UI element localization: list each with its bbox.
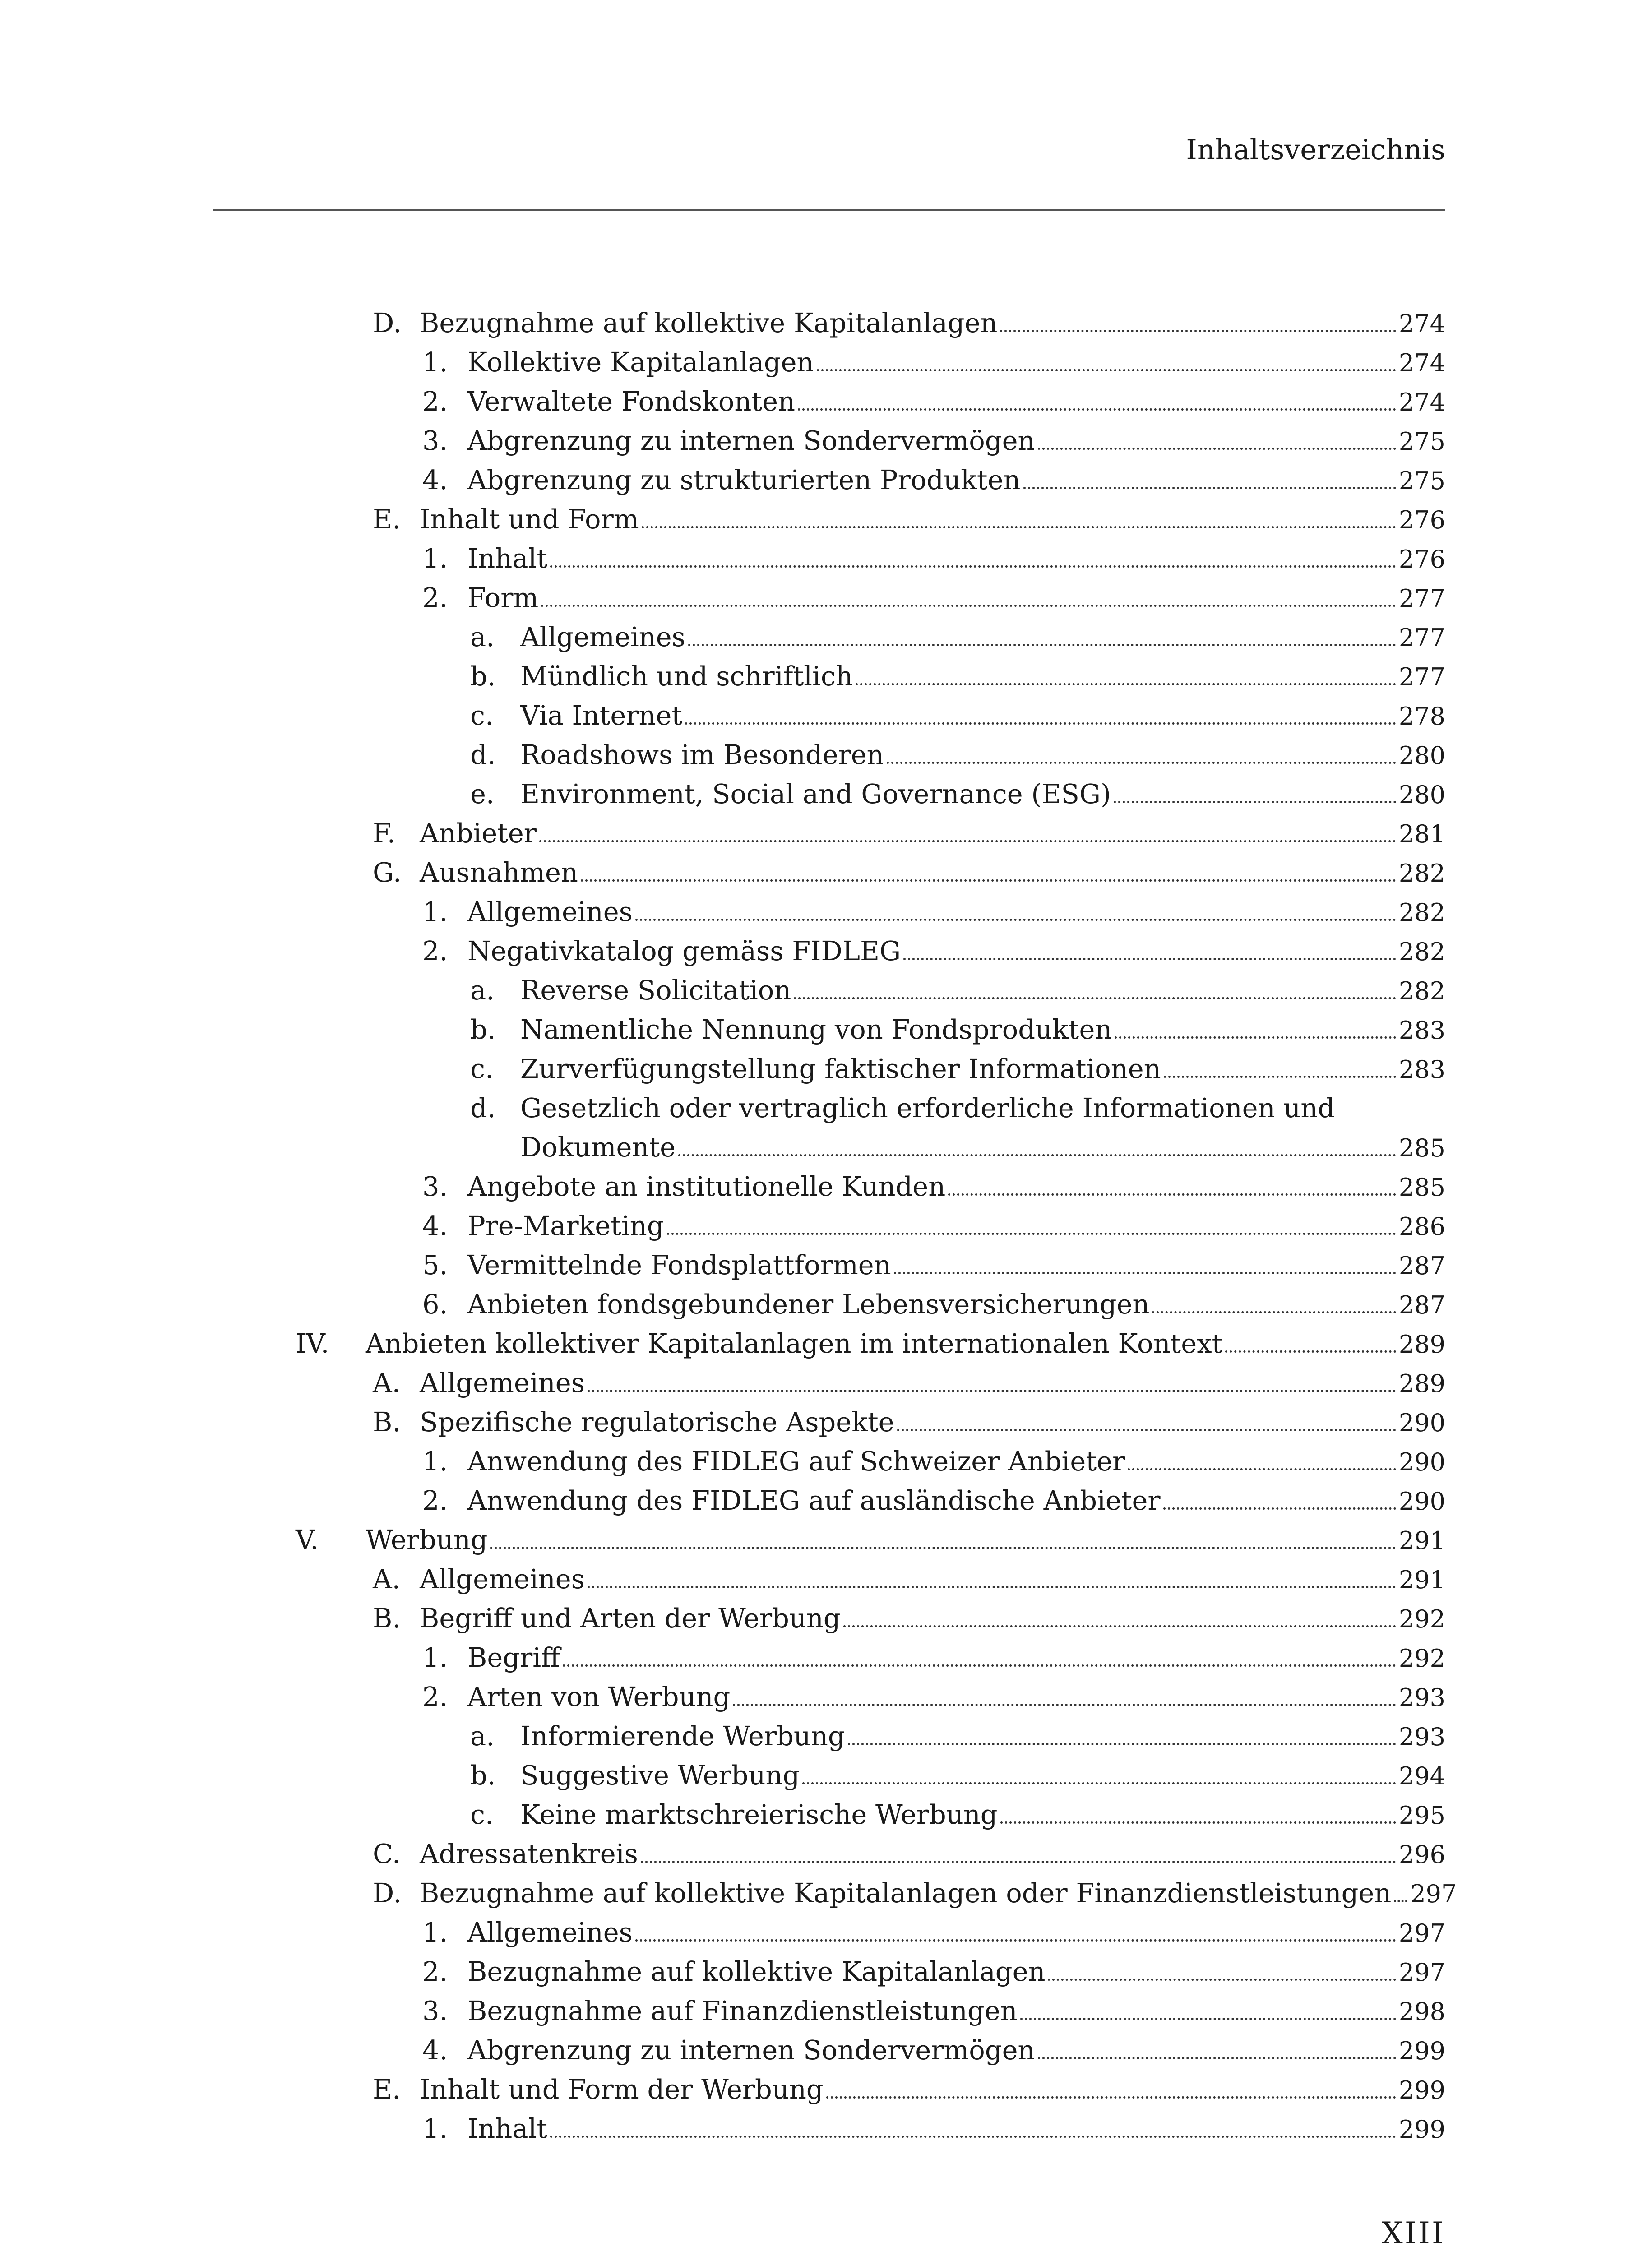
dot-leader bbox=[887, 762, 1396, 764]
toc-entry[interactable] bbox=[0, 1481, 1652, 1520]
toc-entry-page: 275 bbox=[1398, 467, 1445, 495]
dot-leader bbox=[798, 408, 1396, 411]
toc-entry[interactable] bbox=[0, 2070, 1652, 2109]
toc-entry[interactable] bbox=[0, 735, 1652, 774]
toc-entry-number: E. bbox=[373, 2074, 401, 2105]
toc-entry-page: 280 bbox=[1398, 741, 1445, 770]
toc-entry-title: Reverse Solicitation bbox=[520, 975, 791, 1006]
toc-entry-page: 295 bbox=[1398, 1801, 1445, 1830]
toc-entry-number: a. bbox=[470, 1720, 495, 1752]
toc-entry-number: 1. bbox=[422, 1917, 448, 1948]
toc-entry-title: Mündlich und schriftlich bbox=[520, 661, 853, 692]
toc-entry[interactable] bbox=[0, 1716, 1652, 1756]
toc-entry[interactable] bbox=[0, 1873, 1652, 1913]
toc-entry-title: Anwendung des FIDLEG auf Schweizer Anbieter bbox=[467, 1446, 1125, 1477]
toc-entry[interactable] bbox=[0, 1520, 1652, 1559]
toc-entry[interactable] bbox=[0, 1599, 1652, 1638]
toc-entry[interactable] bbox=[0, 1010, 1652, 1049]
toc-entry-title: Bezugnahme auf kollektive Kapitalanlagen oder Finanzdienstleistungen bbox=[420, 1877, 1392, 1909]
toc-entry-page: 299 bbox=[1398, 2076, 1445, 2104]
toc-entry-number: a. bbox=[470, 621, 495, 652]
toc-entry-number: 6. bbox=[422, 1289, 448, 1320]
dot-leader bbox=[948, 1193, 1396, 1196]
header-rule bbox=[213, 209, 1445, 211]
toc-entry-page: 290 bbox=[1398, 1409, 1445, 1437]
toc-entry-title: Allgemeines bbox=[420, 1367, 585, 1398]
toc-entry-page: 285 bbox=[1398, 1173, 1445, 1202]
toc-entry-number: F. bbox=[373, 818, 396, 849]
toc-entry-number: 4. bbox=[422, 2034, 448, 2066]
toc-entry[interactable] bbox=[0, 1285, 1652, 1324]
dot-leader bbox=[1000, 1821, 1396, 1824]
toc-entry-page: 297 bbox=[1398, 1958, 1445, 1987]
dot-leader bbox=[1038, 2057, 1396, 2059]
dot-leader bbox=[685, 722, 1396, 725]
toc-entry[interactable] bbox=[0, 617, 1652, 656]
toc-entry-title: Inhalt bbox=[467, 543, 548, 574]
toc-entry[interactable] bbox=[0, 2030, 1652, 2070]
toc-entry[interactable] bbox=[0, 1167, 1652, 1206]
dot-leader bbox=[588, 1390, 1396, 1392]
toc-entry[interactable] bbox=[0, 2109, 1652, 2148]
dot-leader bbox=[1163, 1507, 1396, 1510]
dot-leader bbox=[897, 1429, 1396, 1431]
dot-leader bbox=[843, 1625, 1396, 1627]
toc-entry-page: 274 bbox=[1398, 310, 1445, 338]
toc-entry-number: 1. bbox=[422, 1446, 448, 1477]
toc-entry-title: Zurverfügungstellung faktischer Informationen bbox=[520, 1053, 1161, 1084]
toc-entry-title: Anwendung des FIDLEG auf ausländische Anbieter bbox=[467, 1485, 1161, 1516]
dot-leader bbox=[539, 840, 1396, 842]
toc-entry-title: Arten von Werbung bbox=[467, 1681, 731, 1712]
toc-entry-title: Allgemeines bbox=[420, 1563, 585, 1595]
toc-entry-number: C. bbox=[373, 1838, 401, 1869]
toc-entry-page: 280 bbox=[1398, 781, 1445, 809]
dot-leader bbox=[1115, 1036, 1396, 1039]
dot-leader bbox=[642, 526, 1396, 528]
toc-entry-page: 282 bbox=[1398, 938, 1445, 966]
toc-entry-page: 281 bbox=[1398, 820, 1445, 848]
dot-leader bbox=[1023, 487, 1396, 489]
toc-entry-number: b. bbox=[470, 661, 496, 692]
toc-entry[interactable] bbox=[0, 853, 1652, 892]
toc-entry-number: c. bbox=[470, 700, 494, 731]
toc-entry-number: E. bbox=[373, 504, 401, 535]
toc-entry-title: Abgrenzung zu strukturierten Produkten bbox=[467, 464, 1021, 495]
running-head-title: Inhaltsverzeichnis bbox=[1186, 133, 1445, 166]
dot-leader bbox=[541, 605, 1396, 607]
toc-entry-page: 283 bbox=[1398, 1055, 1445, 1084]
toc-entry-page: 289 bbox=[1398, 1369, 1445, 1398]
toc-entry-title: Via Internet bbox=[520, 700, 683, 731]
dot-leader bbox=[550, 565, 1396, 568]
toc-entry[interactable] bbox=[0, 421, 1652, 460]
toc-entry-title: Namentliche Nennung von Fondsprodukten bbox=[520, 1014, 1112, 1045]
toc-entry-page: 277 bbox=[1398, 584, 1445, 613]
toc-entry-number: 2. bbox=[422, 1485, 448, 1516]
dot-leader bbox=[667, 1233, 1396, 1235]
toc-entry-title: Pre-Marketing bbox=[467, 1210, 664, 1241]
toc-entry-number: 1. bbox=[422, 543, 448, 574]
toc-entry[interactable] bbox=[0, 1638, 1652, 1677]
toc-entry-title: Angebote an institutionelle Kunden bbox=[467, 1171, 946, 1202]
toc-entry-number: B. bbox=[373, 1406, 401, 1438]
toc-entry-page: 276 bbox=[1398, 506, 1445, 534]
toc-entry[interactable] bbox=[0, 1402, 1652, 1442]
toc-entry-number: a. bbox=[470, 975, 495, 1006]
toc-entry-number: D. bbox=[373, 1877, 402, 1909]
toc-entry[interactable] bbox=[0, 892, 1652, 931]
toc-entry-page: 278 bbox=[1398, 702, 1445, 730]
toc-entry-number: 2. bbox=[422, 386, 448, 417]
toc-entry[interactable] bbox=[0, 1834, 1652, 1873]
toc-entry-page: 289 bbox=[1398, 1330, 1445, 1359]
toc-entry-title: Anbieten fondsgebundener Lebensversicherungen bbox=[467, 1289, 1150, 1320]
dot-leader bbox=[635, 919, 1396, 921]
toc-entry[interactable] bbox=[0, 1088, 1652, 1167]
toc-entry[interactable] bbox=[0, 578, 1652, 617]
toc-entry-number: 5. bbox=[422, 1249, 448, 1281]
toc-entry-page: 297 bbox=[1398, 1919, 1445, 1947]
toc-entry-number: 1. bbox=[422, 896, 448, 927]
toc-entry-title: Inhalt und Form bbox=[420, 504, 639, 535]
toc-entry[interactable] bbox=[0, 814, 1652, 853]
toc-entry-page: 298 bbox=[1398, 1997, 1445, 2026]
toc-entry[interactable] bbox=[0, 460, 1652, 499]
toc-entry[interactable] bbox=[0, 1952, 1652, 1991]
toc-entry-page: 292 bbox=[1398, 1644, 1445, 1673]
toc-entry-title: Spezifische regulatorische Aspekte bbox=[420, 1406, 894, 1438]
toc-entry-title: Anbieter bbox=[420, 818, 537, 849]
toc-entry[interactable] bbox=[0, 499, 1652, 539]
toc-entry-page: 274 bbox=[1398, 349, 1445, 377]
toc-entry[interactable] bbox=[0, 342, 1652, 382]
toc-entry-title: Negativkatalog gemäss FIDLEG bbox=[467, 935, 901, 966]
dot-leader bbox=[826, 2096, 1396, 2099]
toc-entry[interactable] bbox=[0, 656, 1652, 696]
toc-entry-title: Vermittelnde Fondsplattformen bbox=[467, 1249, 891, 1281]
toc-entry[interactable] bbox=[0, 1913, 1652, 1952]
toc-entry-title: Keine marktschreierische Werbung bbox=[520, 1799, 998, 1830]
toc-entry-title: Informierende Werbung bbox=[520, 1720, 845, 1752]
dot-leader bbox=[794, 997, 1396, 999]
toc-entry[interactable] bbox=[0, 1049, 1652, 1088]
dot-leader bbox=[1048, 1979, 1396, 1981]
dot-leader bbox=[635, 1939, 1396, 1942]
toc-entry-number: A. bbox=[373, 1367, 401, 1398]
toc-entry-page: 274 bbox=[1398, 388, 1445, 416]
toc-entry-page: 276 bbox=[1398, 545, 1445, 573]
dot-leader bbox=[856, 683, 1396, 685]
toc-entry[interactable] bbox=[0, 931, 1652, 971]
dot-leader bbox=[641, 1861, 1396, 1863]
toc-entry-number: V. bbox=[296, 1524, 319, 1555]
toc-entry[interactable] bbox=[0, 1245, 1652, 1285]
toc-entry-page: 283 bbox=[1398, 1016, 1445, 1045]
toc-entry-page: 290 bbox=[1398, 1448, 1445, 1476]
toc-entry-title: Inhalt und Form der Werbung bbox=[420, 2074, 824, 2105]
toc-entry-number: b. bbox=[470, 1014, 496, 1045]
toc-entry[interactable] bbox=[0, 696, 1652, 735]
toc-entry-number: 2. bbox=[422, 935, 448, 966]
toc-entry-page: 290 bbox=[1398, 1487, 1445, 1516]
toc-entry-title: Bezugnahme auf kollektive Kapitalanlagen bbox=[467, 1956, 1046, 1987]
toc-entry-number: 2. bbox=[422, 1681, 448, 1712]
toc-entry-page: 275 bbox=[1398, 427, 1445, 456]
toc-entry-number: 3. bbox=[422, 425, 448, 456]
toc-entry-page: 287 bbox=[1398, 1291, 1445, 1319]
toc-entry-number: 1. bbox=[422, 1642, 448, 1673]
toc-entry-number: e. bbox=[470, 778, 495, 809]
toc-entry-number: A. bbox=[373, 1563, 401, 1595]
toc-entry-title: Allgemeines bbox=[467, 1917, 633, 1948]
toc-entry[interactable] bbox=[0, 1559, 1652, 1599]
toc-entry-page: 296 bbox=[1398, 1840, 1445, 1869]
dot-leader bbox=[1164, 1076, 1396, 1078]
toc-entry-title: Abgrenzung zu internen Sondervermögen bbox=[467, 2034, 1035, 2066]
dot-leader bbox=[903, 958, 1396, 960]
toc-entry-title: Adressatenkreis bbox=[420, 1838, 638, 1869]
dot-leader bbox=[563, 1664, 1396, 1667]
toc-entry-title: Begriff bbox=[467, 1642, 560, 1673]
toc-entry-page: 287 bbox=[1398, 1252, 1445, 1280]
toc-entry-title: Bezugnahme auf Finanzdienstleistungen bbox=[467, 1995, 1018, 2026]
toc-entry[interactable] bbox=[0, 539, 1652, 578]
dot-leader bbox=[848, 1743, 1396, 1745]
toc-entry-title: Gesetzlich oder vertraglich erforderliche Informationen und bbox=[520, 1092, 1335, 1123]
toc-entry-title: Anbieten kollektiver Kapitalanlagen im internationalen Kontext bbox=[366, 1328, 1223, 1359]
toc-entry-page: 299 bbox=[1398, 2115, 1445, 2144]
toc-entry-page: 291 bbox=[1398, 1566, 1445, 1594]
dot-leader bbox=[802, 1782, 1396, 1784]
toc-entry-number: 2. bbox=[422, 582, 448, 613]
toc-entry[interactable] bbox=[0, 382, 1652, 421]
toc-entry[interactable] bbox=[0, 1677, 1652, 1716]
toc-entry[interactable] bbox=[0, 1991, 1652, 2030]
toc-entry-number: 4. bbox=[422, 464, 448, 495]
toc-entry-number: b. bbox=[470, 1760, 496, 1791]
toc-entry-number: B. bbox=[373, 1603, 401, 1634]
toc-entry-number: G. bbox=[373, 857, 402, 888]
toc-entry-number: c. bbox=[470, 1799, 494, 1830]
toc-entry-number: d. bbox=[470, 739, 496, 770]
dot-leader bbox=[894, 1272, 1396, 1274]
toc-entry-page: 294 bbox=[1398, 1762, 1445, 1790]
dot-leader bbox=[1394, 1900, 1407, 1902]
toc-entry-title: Bezugnahme auf kollektive Kapitalanlagen bbox=[420, 307, 998, 338]
page-folio: XIII bbox=[1381, 2216, 1445, 2251]
toc-entry-title: Werbung bbox=[366, 1524, 488, 1555]
dot-leader bbox=[1128, 1468, 1396, 1470]
toc-entry[interactable] bbox=[0, 1795, 1652, 1834]
toc-entry-title: Begriff und Arten der Werbung bbox=[420, 1603, 841, 1634]
dot-leader bbox=[490, 1547, 1396, 1549]
toc-entry-page: 282 bbox=[1398, 859, 1445, 888]
toc-entry-number: IV. bbox=[296, 1328, 329, 1359]
toc-entry-page: 277 bbox=[1398, 624, 1445, 652]
toc-entry-page: 285 bbox=[1398, 1134, 1445, 1162]
toc-entry-number: 1. bbox=[422, 347, 448, 378]
dot-leader bbox=[1000, 330, 1396, 332]
toc-entry-title: Kollektive Kapitalanlagen bbox=[467, 347, 814, 378]
toc-entry-page: 286 bbox=[1398, 1212, 1445, 1241]
toc-entry-title: Environment, Social and Governance (ESG) bbox=[520, 778, 1111, 809]
toc-entry-page: 292 bbox=[1398, 1605, 1445, 1633]
toc-entry[interactable] bbox=[0, 1756, 1652, 1795]
toc-entry[interactable] bbox=[0, 1206, 1652, 1245]
toc-entry-title: Abgrenzung zu internen Sondervermögen bbox=[467, 425, 1035, 456]
toc-entry-page: 282 bbox=[1398, 977, 1445, 1005]
toc-entry-title: Verwaltete Fondskonten bbox=[467, 386, 796, 417]
toc-entry-number: 4. bbox=[422, 1210, 448, 1241]
toc-entry-title: Allgemeines bbox=[467, 896, 633, 927]
toc-entry-page: 282 bbox=[1398, 898, 1445, 927]
dot-leader bbox=[1114, 801, 1396, 803]
dot-leader bbox=[1020, 2018, 1396, 2020]
toc-entry-page: 293 bbox=[1398, 1723, 1445, 1751]
toc-entry-title-continuation: Dokumente bbox=[520, 1132, 676, 1163]
toc-entry-title: Suggestive Werbung bbox=[520, 1760, 800, 1791]
toc-entry-page: 297 bbox=[1410, 1880, 1457, 1908]
toc-entry[interactable] bbox=[0, 1442, 1652, 1481]
toc-entry-number: d. bbox=[470, 1092, 496, 1123]
toc-entry-number: c. bbox=[470, 1053, 494, 1084]
toc-entry[interactable] bbox=[0, 1363, 1652, 1402]
toc-entry-title: Form bbox=[467, 582, 539, 613]
toc-entry-number: 2. bbox=[422, 1956, 448, 1987]
toc-entry-title: Allgemeines bbox=[520, 621, 685, 652]
dot-leader bbox=[678, 1154, 1396, 1156]
toc-entry-title: Ausnahmen bbox=[420, 857, 578, 888]
dot-leader bbox=[588, 1586, 1396, 1588]
dot-leader bbox=[688, 644, 1396, 646]
toc-entry[interactable] bbox=[0, 303, 1652, 342]
dot-leader bbox=[1038, 448, 1396, 450]
toc-entry-number: D. bbox=[373, 307, 402, 338]
toc-entry-title: Inhalt bbox=[467, 2113, 548, 2144]
dot-leader bbox=[733, 1704, 1396, 1706]
toc-entry[interactable] bbox=[0, 971, 1652, 1010]
dot-leader bbox=[550, 2136, 1396, 2138]
dot-leader bbox=[1225, 1350, 1396, 1353]
toc-entry[interactable] bbox=[0, 774, 1652, 814]
toc-entry-number: 3. bbox=[422, 1171, 448, 1202]
toc-entry-page: 277 bbox=[1398, 663, 1445, 691]
toc-entry-page: 299 bbox=[1398, 2037, 1445, 2065]
dot-leader bbox=[1152, 1311, 1396, 1313]
toc-entry-title: Roadshows im Besonderen bbox=[520, 739, 884, 770]
table-of-contents bbox=[0, 303, 1652, 2148]
dot-leader bbox=[581, 879, 1396, 882]
toc-entry[interactable] bbox=[0, 1324, 1652, 1363]
dot-leader bbox=[817, 369, 1396, 371]
toc-entry-number: 3. bbox=[422, 1995, 448, 2026]
toc-entry-number: 1. bbox=[422, 2113, 448, 2144]
toc-entry-page: 293 bbox=[1398, 1683, 1445, 1712]
toc-entry-page: 291 bbox=[1398, 1526, 1445, 1555]
